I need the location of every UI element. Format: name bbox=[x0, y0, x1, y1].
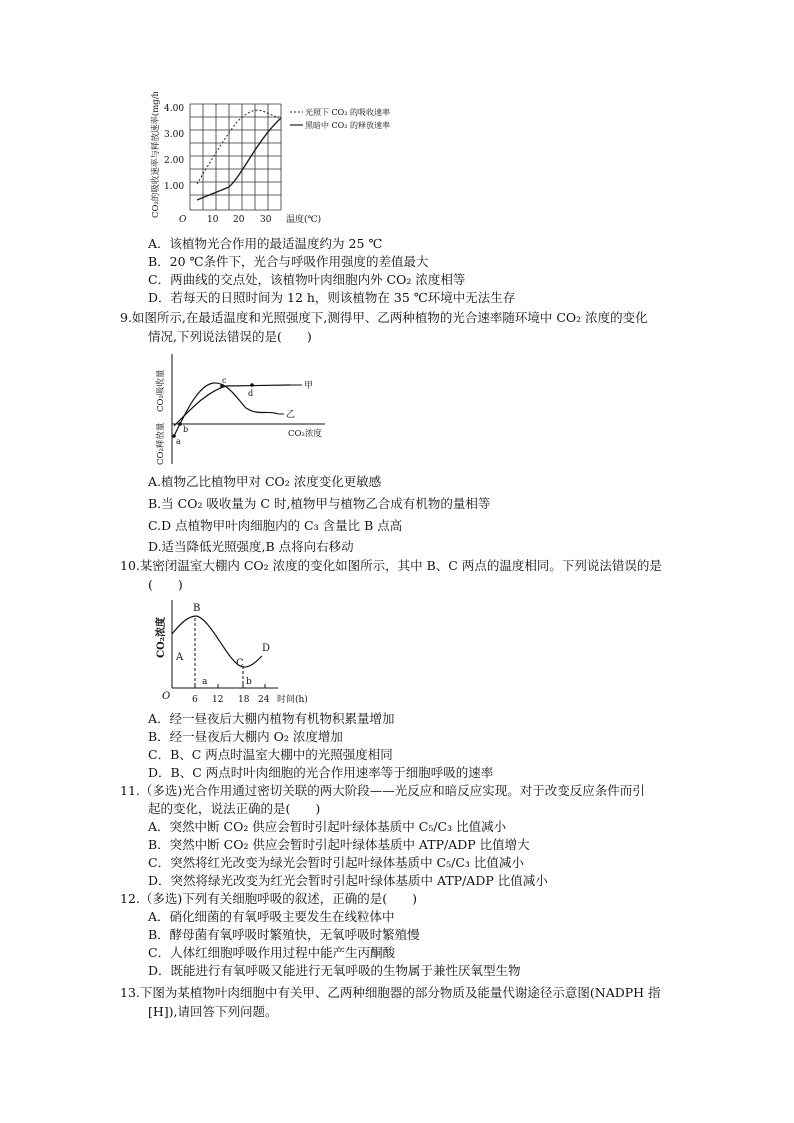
q12-option-d: D．既能进行有氧呼吸又能进行无氧呼吸的生物属于兼性厌氧型生物 bbox=[148, 963, 521, 978]
q9-chart bbox=[150, 350, 350, 468]
q10-chart bbox=[150, 596, 330, 708]
q10-curve bbox=[172, 616, 262, 667]
q8-xtick: 30 bbox=[260, 215, 272, 225]
q9-curve-yi bbox=[174, 383, 278, 436]
q11-option-c: C．突然将红光改变为绿光会暂时引起叶绿体基质中 C₅/C₃ 比值减小 bbox=[148, 855, 524, 870]
q8-xlabel: 温度(℃) bbox=[286, 215, 322, 225]
q8-legend-dark: 黑暗中 CO₂ 的释放速率 bbox=[305, 121, 390, 130]
q10-option-b: B．经一昼夜后大棚内 O₂ 浓度增加 bbox=[148, 729, 343, 744]
q8-option-c: C．两曲线的交点处，该植物叶肉细胞内外 CO₂ 浓度相等 bbox=[148, 272, 466, 287]
q9-option-c: C.D 点植物甲叶肉细胞内的 C₃ 含量比 B 点高 bbox=[148, 518, 403, 533]
q9-label-d: d bbox=[248, 389, 254, 398]
q9-option-d: D.适当降低光照强度,B 点将向右移动 bbox=[148, 539, 354, 554]
q13-stem-line2: [H]),请回答下列问题。 bbox=[148, 1004, 278, 1019]
q10-stem-line2: ( ) bbox=[148, 577, 183, 592]
q8-ylabel: CO₂的吸收速率与释放速率(mg/h) bbox=[151, 92, 161, 218]
q9-label-c: c bbox=[222, 376, 227, 385]
q8-figure bbox=[145, 92, 415, 232]
q10-option-d: D．B、C 两点时叶肉细胞的光合作用速率等于细胞呼吸的速率 bbox=[148, 765, 494, 780]
q12-option-a: A．硝化细菌的有氧呼吸主要发生在线粒体中 bbox=[148, 909, 395, 924]
q10-xtick: 12 bbox=[212, 695, 224, 705]
q9-label-b: b bbox=[183, 425, 189, 434]
q11-option-b: B．突然中断 CO₂ 供应会暂时引起叶绿体基质中 ATP/ADP 比值增大 bbox=[148, 837, 530, 852]
q10-xtick: 24 bbox=[258, 695, 270, 705]
q12-option-b: B．酵母菌有氧呼吸时繁殖快，无氧呼吸时繁殖慢 bbox=[148, 927, 420, 942]
q8-ytick: 2.00 bbox=[164, 156, 185, 166]
q8-ytick: 4.00 bbox=[164, 104, 185, 114]
q9-option-b: B.当 CO₂ 吸收量为 C 时,植物甲与植物乙合成有机物的量相等 bbox=[148, 496, 491, 511]
q11-option-a: A．突然中断 CO₂ 供应会暂时引起叶绿体基质中 C₅/C₃ 比值减小 bbox=[148, 819, 507, 834]
q8-option-b: B．20 ℃条件下，光合与呼吸作用强度的差值最大 bbox=[148, 254, 429, 269]
q10-xlabel: 时间(h) bbox=[277, 695, 308, 705]
q9-label-jia: 甲 bbox=[304, 381, 314, 391]
q8-option-d: D．若每天的日照时间为 12 h，则该植物在 35 ℃环境中无法生存 bbox=[148, 290, 516, 305]
q10-figure bbox=[150, 596, 330, 708]
q9-label-yi: 乙 bbox=[286, 410, 296, 420]
q8-xtick: 10 bbox=[207, 215, 219, 225]
q8-ytick: 3.00 bbox=[164, 130, 185, 140]
q8-origin: O bbox=[179, 215, 187, 225]
q13-stem-line1: 13.下图为某植物叶肉细胞中有关甲、乙两种细胞器的部分物质及能量代谢途径示意图(NADPH 指 bbox=[120, 985, 661, 1000]
q8-legend-light: 光照下 CO₂ 的吸收速率 bbox=[305, 108, 390, 117]
q9-ydown-label: CO₂释放量 bbox=[156, 422, 166, 465]
q10-xtick: 18 bbox=[238, 695, 250, 705]
q8-xtick: 20 bbox=[233, 215, 245, 225]
q11-stem-line1: 11.（多选)光合作用通过密切关联的两大阶段——光反应和暗反应实现。对于改变反应条件而引 bbox=[120, 783, 645, 798]
q10-label-B: B bbox=[193, 603, 201, 614]
q9-option-a: A.植物乙比植物甲对 CO₂ 浓度变化更敏感 bbox=[148, 474, 382, 489]
q8-light-curve bbox=[197, 110, 279, 184]
q12-option-c: C．人体红细胞呼吸作用过程中能产生丙酮酸 bbox=[148, 945, 396, 960]
q10-label-b: b bbox=[246, 677, 252, 687]
q10-xtick: 6 bbox=[192, 695, 198, 705]
q9-xlabel: CO₂浓度 bbox=[288, 429, 322, 439]
q9-stem-line1: 9.如图所示,在最适温度和光照强度下,测得甲、乙两种植物的光合速率随环境中 CO₂ 浓度的变化 bbox=[120, 310, 648, 325]
q10-label-C: C bbox=[236, 658, 244, 669]
q11-option-d: D．突然将绿光改变为红光会暂时引起叶绿体基质中 ATP/ADP 比值减小 bbox=[148, 873, 548, 888]
q9-figure bbox=[150, 350, 350, 468]
q9-stem-line2: 情况,下列说法错误的是( ) bbox=[148, 329, 312, 344]
q10-label-A: A bbox=[176, 652, 184, 663]
q10-label-a: a bbox=[202, 677, 208, 687]
q10-stem-line1: 10.某密闭温室大棚内 CO₂ 浓度的变化如图所示，其中 B、C 两点的温度相同。下列说法错误的是 bbox=[120, 558, 662, 573]
q9-label-a: a bbox=[176, 437, 181, 446]
q8-option-a: A．该植物光合作用的最适温度约为 25 ℃ bbox=[148, 236, 383, 251]
q8-chart bbox=[145, 92, 415, 232]
q8-grid bbox=[190, 104, 281, 210]
q8-ytick: 1.00 bbox=[164, 182, 185, 192]
q10-origin: O bbox=[162, 691, 171, 702]
q12-stem: 12.（多选)下列有关细胞呼吸的叙述，正确的是( ) bbox=[120, 891, 418, 906]
q11-stem-line2: 起的变化，说法正确的是( ) bbox=[148, 801, 321, 816]
q10-option-c: C．B、C 两点时温室大棚中的光照强度相同 bbox=[148, 747, 393, 762]
q10-option-a: A．经一昼夜后大棚内植物有机物积累量增加 bbox=[148, 711, 395, 726]
q10-label-D: D bbox=[262, 643, 271, 654]
q10-ylabel: CO₂浓度 bbox=[156, 616, 167, 658]
q9-point-b bbox=[178, 422, 182, 426]
q9-point-d bbox=[250, 383, 254, 387]
q9-yup-label: CO₂吸收量 bbox=[156, 369, 166, 412]
